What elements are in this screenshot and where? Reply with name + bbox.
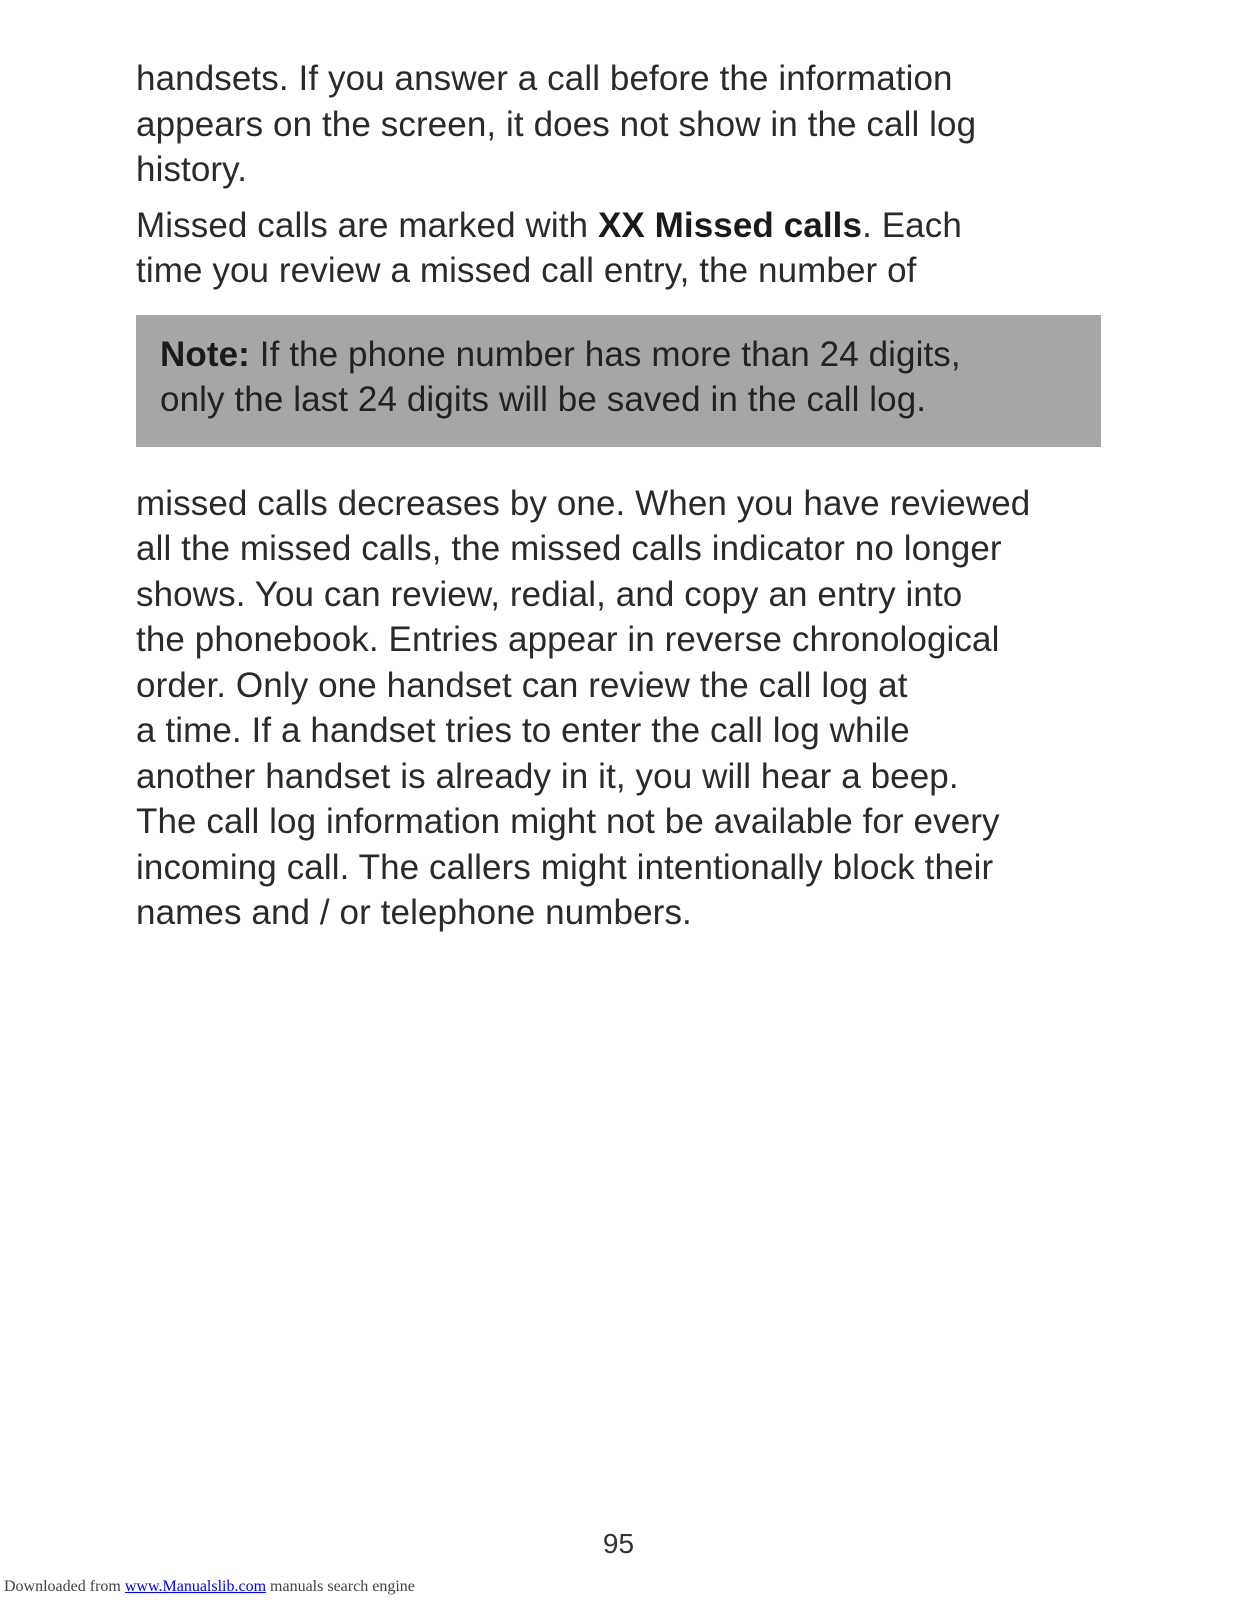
text-segment: Missed calls are marked with (136, 205, 598, 245)
text-segment: If the phone number has more than 24 digits, (249, 334, 961, 374)
text-line: history. (136, 150, 248, 189)
text-line: time you review a missed call entry, the number of (136, 251, 917, 290)
text-segment: . Each (862, 205, 962, 245)
page-number: 95 (602, 1528, 635, 1559)
paragraph-review-details (136, 481, 1096, 936)
text-line: shows. You can review, redial, and copy an entry into (136, 574, 963, 614)
text-line (160, 332, 1101, 378)
note-box (136, 315, 1101, 447)
missed-calls-label: XX Missed calls (597, 205, 863, 245)
text-line: missed calls decreases by one. When you have reviewed (136, 483, 1031, 523)
text-line: all the missed calls, the missed calls indicator no longer (136, 529, 1002, 568)
text-line: names and / or telephone numbers. (136, 893, 692, 932)
text-line: appears on the screen, it does not show in the call log (136, 104, 977, 144)
document-body (136, 56, 1096, 936)
text-line: order. Only one handset can review the call log at (136, 665, 908, 705)
footer-suffix: manuals search engine (266, 1578, 415, 1595)
text-line: only the last 24 digits will be saved in the call log. (160, 380, 927, 419)
footer-prefix: Downloaded from (4, 1578, 125, 1595)
manualslib-link[interactable]: www.Manualslib.com (124, 1578, 267, 1595)
text-line: the phonebook. Entries appear in reverse chronological (136, 620, 1000, 659)
paragraph-call-log-intro (136, 56, 1096, 193)
note-text (160, 332, 1101, 423)
text-line (136, 203, 1096, 249)
text-line: The call log information might not be available for every (136, 802, 1000, 841)
note-label: Note: (160, 334, 250, 374)
text-line: another handset is already in it, you will hear a beep. (136, 756, 959, 796)
paragraph-missed-calls (136, 203, 1096, 294)
download-footer (4, 1578, 415, 1596)
text-line: a time. If a handset tries to enter the call log while (136, 711, 910, 750)
text-line: incoming call. The callers might intentionally block their (136, 847, 994, 887)
text-line: handsets. If you answer a call before the information (136, 59, 953, 98)
